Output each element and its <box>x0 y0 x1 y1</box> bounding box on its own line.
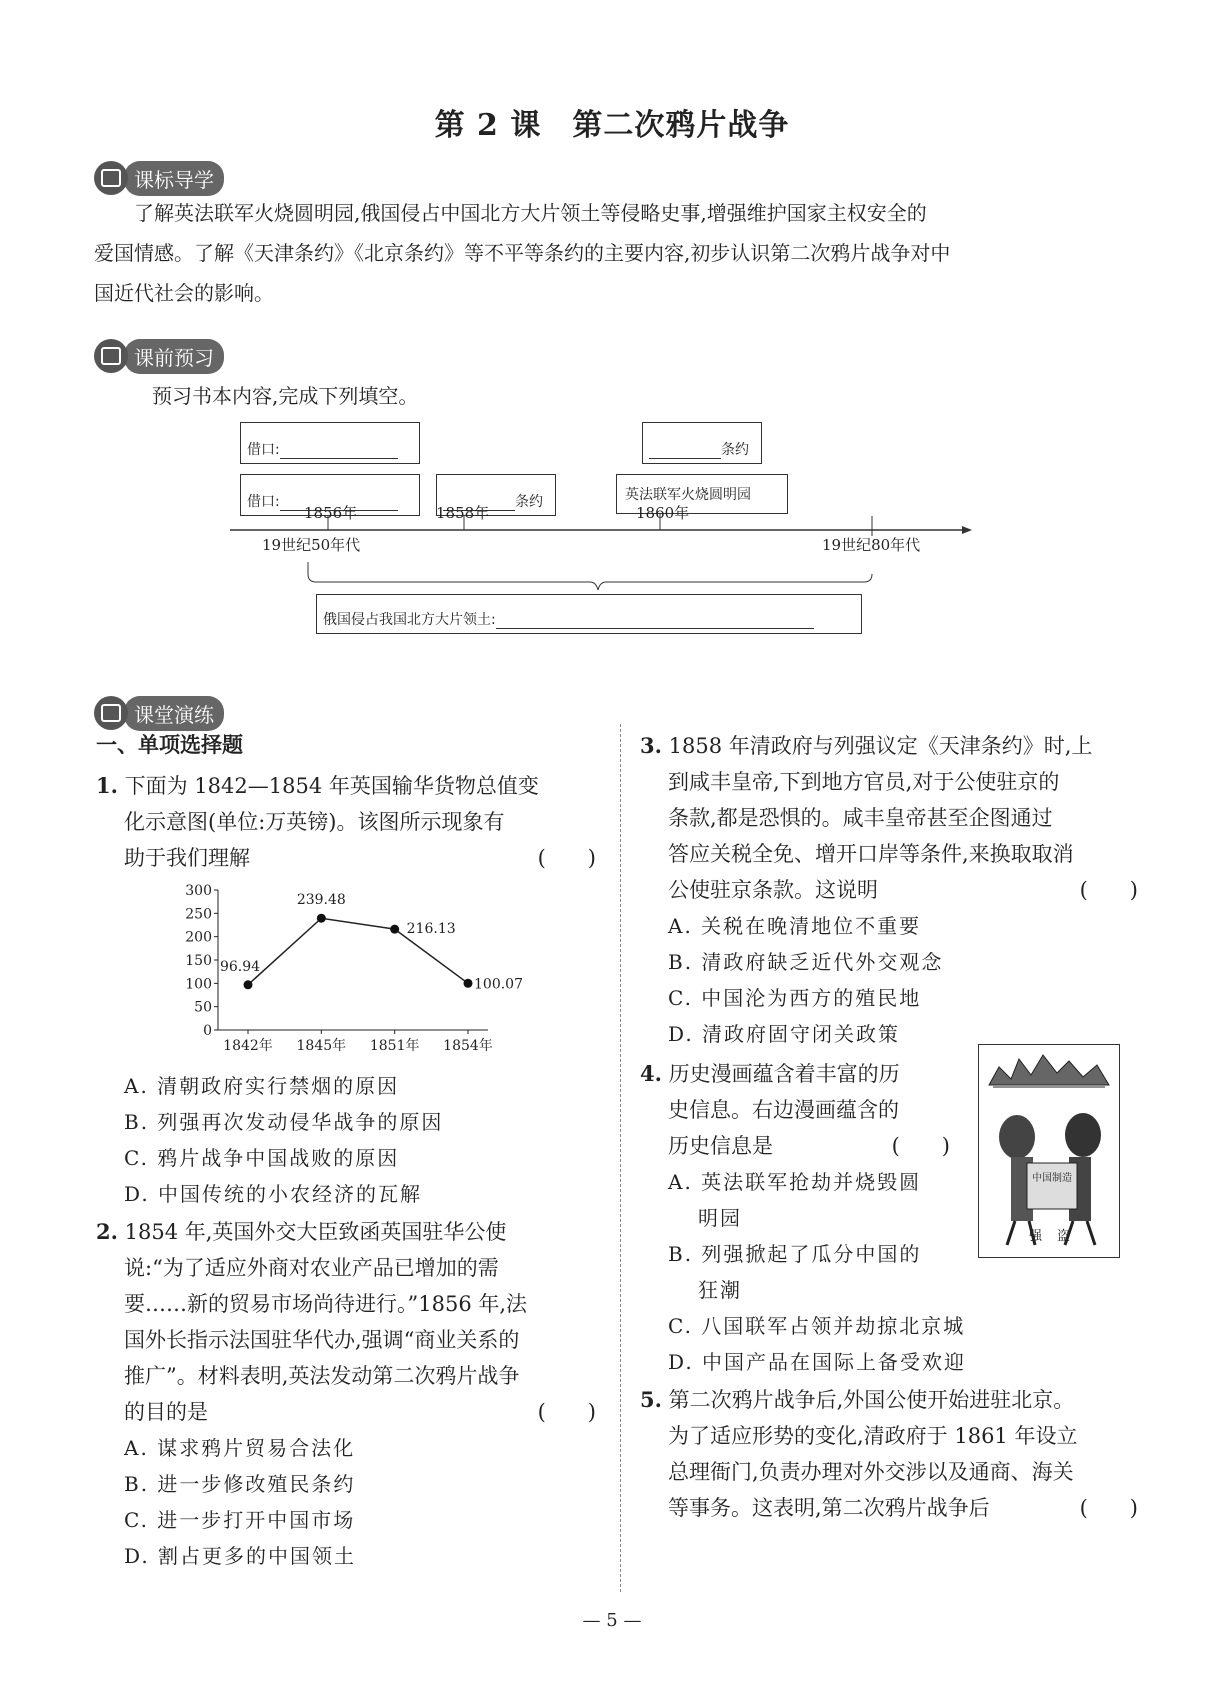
cartoon-char: 强 <box>1029 1229 1043 1244</box>
answer-paren[interactable]: ( ) <box>1079 878 1138 902</box>
question-text: 公使驻京条款。这说明 <box>668 878 878 902</box>
question-text: 1858 年清政府与列强议定《天津条约》时,上 <box>668 734 1093 758</box>
question-number: 4. <box>640 1061 662 1086</box>
section-guide-header <box>94 161 224 195</box>
preview-instruction: 预习书本内容,完成下列填空。 <box>152 384 419 408</box>
treaty-label: 条约 <box>721 442 749 458</box>
question-text: 要……新的贸易市场尚待进行。”1856 年,法 <box>124 1292 528 1316</box>
data-point <box>317 914 326 923</box>
part1-heading: 一、单项选择题 <box>96 732 243 757</box>
section-practice-label: 课堂演练 <box>124 696 224 731</box>
question-number: 1. <box>96 773 118 798</box>
y-tick-label: 0 <box>203 1023 212 1039</box>
y-tick-label: 50 <box>194 999 212 1016</box>
span-start-label: 19世纪50年代 <box>262 536 361 554</box>
option-b[interactable]: B. 进一步修改殖民条约 <box>124 1472 356 1496</box>
cartoon-illustration <box>979 1045 1119 1257</box>
book-icon <box>94 161 128 195</box>
span-end-label: 19世纪80年代 <box>822 536 921 554</box>
russia-territory-box <box>316 594 862 634</box>
page-title: 第 2 课 第二次鸦片战争 <box>434 108 790 143</box>
option-b[interactable]: B. 列强再次发动侵华战争的原因 <box>124 1110 444 1134</box>
question-number: 2. <box>96 1219 118 1244</box>
x-tick-label: 1842年 <box>223 1038 273 1054</box>
section-preview-label: 课前预习 <box>124 339 224 374</box>
answer-paren[interactable]: ( ) <box>537 846 596 870</box>
answer-paren[interactable]: ( ) <box>537 1400 596 1424</box>
left-column <box>96 728 596 1574</box>
x-tick-label: 1851年 <box>369 1038 420 1054</box>
guide-line: 了解英法联军火烧圆明园,俄国侵占中国北方大片领土等侵略史事,增强维护国家主权安全的 <box>134 201 927 225</box>
option-d[interactable]: D. 中国产品在国际上备受欢迎 <box>668 1350 967 1374</box>
question-text: 到咸丰皇帝,下到地方官员,对于公使驻京的 <box>668 770 1060 794</box>
span-brace <box>308 574 872 590</box>
burn-palace-label: 英法联军火烧圆明园 <box>625 487 751 503</box>
option-b-cont[interactable]: 狂潮 <box>698 1278 742 1302</box>
tick-label-1858: 1858年 <box>436 504 490 522</box>
option-d[interactable]: D. 中国传统的小农经济的瓦解 <box>124 1182 423 1206</box>
question-text: 下面为 1842—1854 年英国输华货物总值变 <box>124 774 539 798</box>
guide-line: 爱国情感。了解《天津条约》《北京条约》等不平等条约的主要内容,初步认识第二次鸦片战争对中 <box>94 241 951 265</box>
treaty-label: 条约 <box>515 494 543 510</box>
option-c[interactable]: C. 八国联军占领并劫掠北京城 <box>668 1314 966 1338</box>
y-tick-label: 300 <box>185 883 212 899</box>
data-point <box>390 925 399 934</box>
option-b[interactable]: B. 清政府缺乏近代外交观念 <box>668 950 944 974</box>
answer-paren[interactable]: ( ) <box>891 1134 950 1158</box>
blank-line <box>496 628 814 629</box>
y-tick-label: 250 <box>185 906 212 923</box>
option-a[interactable]: A. 关税在晚清地位不重要 <box>668 914 922 938</box>
option-c[interactable]: C. 进一步打开中国市场 <box>124 1508 356 1532</box>
option-a-cont[interactable]: 明园 <box>698 1206 742 1230</box>
guide-line: 国近代社会的影响。 <box>94 281 274 305</box>
option-b[interactable]: B. 列强掀起了瓜分中国的 <box>668 1242 922 1266</box>
timeline-diagram <box>240 422 1140 684</box>
option-a[interactable]: A. 谋求鸦片贸易合法化 <box>124 1436 356 1460</box>
right-column <box>640 728 1138 1526</box>
data-point <box>244 980 253 989</box>
question-text: 的目的是 <box>124 1400 208 1424</box>
question-text: 历史信息是 <box>668 1134 773 1158</box>
question-text: 1854 年,英国外交大臣致函英国驻华公使 <box>124 1220 507 1244</box>
question-text: 助于我们理解 <box>124 846 250 870</box>
data-label: 96.94 <box>219 958 261 975</box>
data-label: 239.48 <box>296 892 346 909</box>
question-text: 条款,都是恐惧的。咸丰皇帝甚至企图通过 <box>668 806 1053 830</box>
question-5 <box>640 1382 1138 1526</box>
question-text: 答应关税全免、增开口岸等条件,来换取取消 <box>668 842 1074 866</box>
option-c[interactable]: C. 鸦片战争中国战败的原因 <box>124 1146 400 1170</box>
data-label: 216.13 <box>406 921 456 938</box>
practice-icon <box>94 696 128 730</box>
page-number: — 5 — <box>582 1610 642 1631</box>
question-text: 推广”。材料表明,英法发动第二次鸦片战争 <box>124 1364 520 1388</box>
excuse-label: 借口: <box>247 494 280 510</box>
arrow-head-icon <box>962 526 972 534</box>
cartoon-chest-label: 中国制造 <box>1032 1173 1072 1184</box>
question-text: 第二次鸦片战争后,外国公使开始进驻北京。 <box>668 1388 1075 1412</box>
column-divider <box>620 724 621 1592</box>
question-text: 史信息。右边漫画蕴含的 <box>668 1098 899 1122</box>
question-text: 等事务。这表明,第二次鸦片战争后 <box>668 1496 990 1520</box>
history-cartoon <box>978 1044 1120 1258</box>
excuse-label: 借口: <box>247 442 280 458</box>
question-3 <box>640 728 1138 1052</box>
question-number: 5. <box>640 1387 662 1412</box>
x-tick-label: 1854年 <box>443 1038 493 1054</box>
question-1 <box>96 768 596 1212</box>
section-practice-header <box>94 696 224 730</box>
y-tick-label: 200 <box>185 929 212 946</box>
calendar-icon <box>94 339 128 373</box>
question-text: 总理衙门,负责办理对外交涉以及通商、海关 <box>668 1460 1074 1484</box>
option-d[interactable]: D. 清政府固守闭关政策 <box>668 1022 901 1046</box>
line-chart <box>166 882 523 1062</box>
question-text: 历史漫画蕴含着丰富的历 <box>668 1062 900 1086</box>
question-number: 3. <box>640 733 662 758</box>
question-text: 说:“为了适应外商对农业产品已增加的需 <box>124 1256 499 1280</box>
option-c[interactable]: C. 中国沦为西方的殖民地 <box>668 986 922 1010</box>
question-4 <box>640 1056 1138 1380</box>
question-text: 化示意图(单位:万英镑)。该图所示现象有 <box>124 810 505 834</box>
data-point <box>464 979 473 988</box>
cartoon-char: 盗 <box>1057 1229 1071 1244</box>
section-guide-label: 课标导学 <box>124 161 224 196</box>
question-2 <box>96 1214 596 1574</box>
option-d[interactable]: D. 割占更多的中国领土 <box>124 1544 357 1568</box>
russia-label: 俄国侵占我国北方大片领土: <box>323 612 496 628</box>
y-tick-label: 150 <box>185 953 212 969</box>
y-tick-label: 100 <box>185 976 212 993</box>
question-text: 为了适应形势的变化,清政府于 1861 年设立 <box>668 1424 1078 1448</box>
option-a[interactable]: A. 清朝政府实行禁烟的原因 <box>124 1074 400 1098</box>
tick-label-1860: 1860年 <box>636 504 690 522</box>
option-a[interactable]: A. 英法联军抢劫并烧毁圆 <box>668 1170 922 1194</box>
x-tick-label: 1845年 <box>296 1038 347 1054</box>
guide-paragraph <box>94 193 1134 313</box>
timeline-lines <box>240 422 1140 684</box>
answer-paren[interactable]: ( ) <box>1079 1496 1138 1520</box>
tick-label-1856: 1856年 <box>304 504 358 522</box>
section-preview-header <box>94 339 224 373</box>
data-label: 100.07 <box>474 976 523 993</box>
question-text: 国外长指示法国驻华代办,强调“商业关系的 <box>124 1328 520 1352</box>
